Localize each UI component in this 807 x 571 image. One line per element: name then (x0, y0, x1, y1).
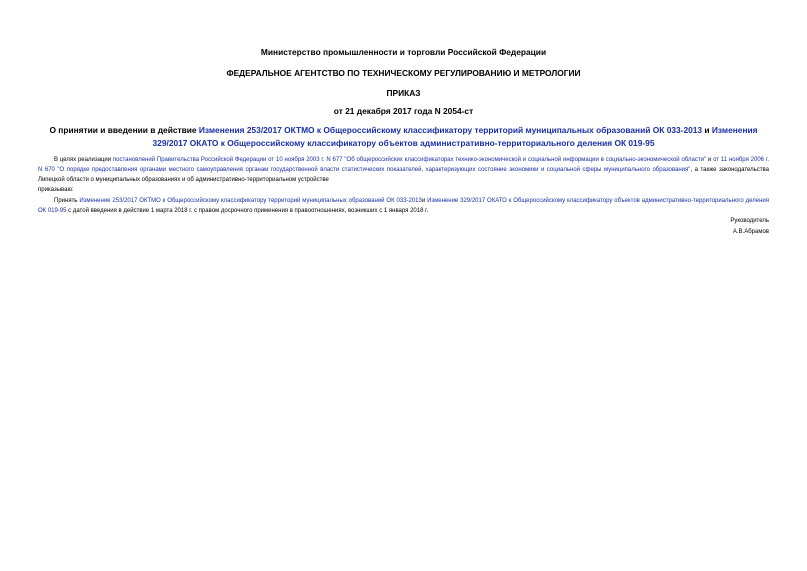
date-number: от 21 декабря 2017 года N 2054-ст (333, 106, 474, 116)
preamble-text-2: и (706, 157, 714, 163)
signature-name: А.В.Абрамов (732, 229, 769, 235)
title-link-oktmo[interactable]: Изменения 253/2017 ОКТМО к Общероссийскому классификатору территорий муниципальных образований ОК 033-2013 (198, 125, 703, 135)
signature-position: Руководитель (730, 218, 769, 224)
order-link-okato[interactable]: Изменение 329/2017 ОКАТО к Общероссийскому классификатору объектов административно-территориального деления ОК 019-95 (38, 198, 769, 214)
preamble-link-resolution-677[interactable]: постановлений Правительства Российской Федерации от 10 ноября 2003 г. N 677 "Об общероссийских классификаторах технико-экономической и социальной информации в социально-экономической области" (112, 157, 707, 163)
order-text-3: с датой введения в действие 1 марта 2018 г. с правом досрочного применения в правоотношениях, возникших с 1 января 2018 г. (66, 208, 429, 214)
title-link-okato[interactable]: Изменения 329/2017 ОКАТО к Общероссийскому классификатору объектов административно-территориального деления ОК 019-95 (152, 125, 758, 148)
preamble-text-1: В целях реализации (54, 157, 113, 163)
ministry-heading: Министерство промышленности и торговли Российской Федерации (260, 47, 547, 57)
title-conjunction: и (702, 125, 712, 135)
doc-type-heading: ПРИКАЗ (386, 88, 421, 98)
title-prefix: О принятии и введении в действие (49, 125, 199, 135)
document-title (40, 124, 767, 150)
order-word: приказываю: (38, 187, 74, 193)
order-text-1: Принять (54, 198, 80, 204)
preamble-paragraph (38, 155, 769, 185)
order-link-oktmo[interactable]: Изменение 253/2017 ОКТМО к Общероссийскому классификатору территорий муниципальных образований ОК 033-2013 (79, 198, 422, 204)
preamble-text-3: , а также законодательства Липецкой области о муниципальных образованиях и об административно-территориальном устройстве (38, 167, 769, 183)
agency-heading: ФЕДЕРАЛЬНОЕ АГЕНТСТВО ПО ТЕХНИЧЕСКОМУ РЕГУЛИРОВАНИЮ И МЕТРОЛОГИИ (226, 68, 581, 78)
order-paragraph (38, 196, 769, 216)
preamble-link-resolution-670[interactable]: от 11 ноября 2006 г. N 670 "О порядке предоставления органами местного самоуправления органам государственной власти статистических показателей, характеризующих состояние экономики и социальной сферы муниципального образования" (38, 157, 769, 173)
order-text-2: и (421, 198, 428, 204)
